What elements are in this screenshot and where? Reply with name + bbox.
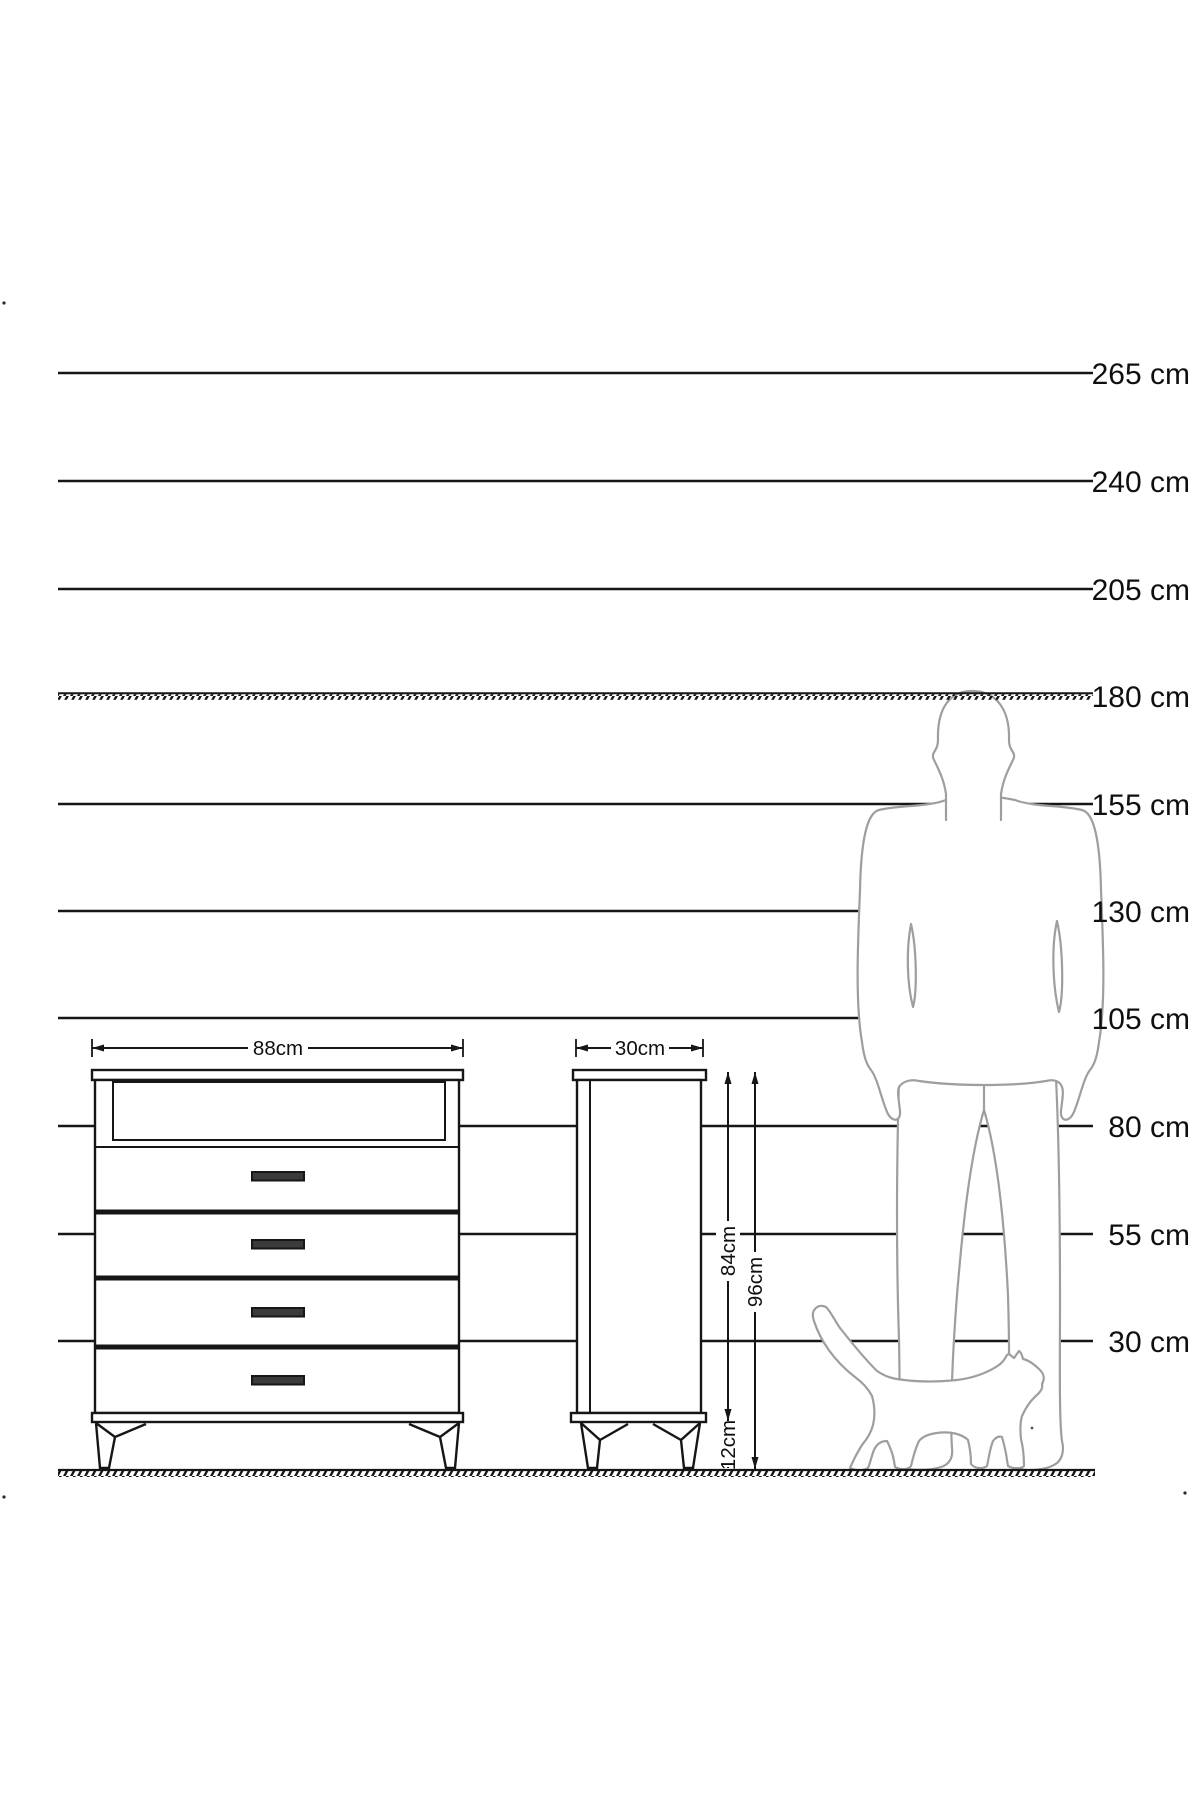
body-height-dimension (716, 1072, 740, 1421)
scale-label-130: 130 cm (1091, 896, 1190, 929)
side-view-cabinet (571, 1070, 706, 1468)
drawer-handle (252, 1308, 304, 1317)
side-right-leg (653, 1423, 700, 1468)
scale-label-205: 205 cm (1091, 574, 1190, 607)
scale-label-240: 240 cm (1091, 466, 1190, 499)
front-view-cabinet (92, 1070, 463, 1468)
side-top-panel (573, 1070, 706, 1080)
height-scale-labels (1092, 358, 1190, 1359)
man-silhouette (858, 691, 1104, 1470)
drawer-handle (252, 1240, 304, 1249)
front-left-leg (96, 1423, 146, 1468)
side-depth-dimension (576, 1036, 703, 1060)
side-body (577, 1080, 701, 1413)
drawer-handle (252, 1376, 304, 1385)
scale-label-105: 105 cm (1091, 1003, 1190, 1036)
front-width-dimension (92, 1036, 463, 1060)
front-top-panel (92, 1070, 463, 1080)
total-height-label: 96cm (744, 1256, 767, 1308)
side-depth-label: 30cm (614, 1037, 666, 1060)
front-width-label: 88cm (252, 1037, 304, 1060)
scale-label-155: 155 cm (1091, 789, 1190, 822)
scale-label-30: 30 cm (1108, 1326, 1190, 1359)
scale-line-hatch-band-180 (58, 694, 1093, 700)
ground-line-hatch-band (58, 1471, 1095, 1477)
side-left-leg (581, 1423, 628, 1468)
scale-label-265: 265 cm (1091, 358, 1190, 391)
front-base-panel (92, 1413, 463, 1422)
scale-label-55: 55 cm (1108, 1219, 1190, 1252)
drawer-handle (252, 1172, 304, 1181)
body-height-label: 84cm (717, 1225, 740, 1277)
side-base-panel (571, 1413, 706, 1422)
scale-label-80: 80 cm (1108, 1111, 1190, 1144)
leg-height-label: 12cm (717, 1419, 740, 1471)
total-height-dimension (743, 1072, 767, 1469)
man-coat (858, 796, 1104, 1119)
front-right-leg (409, 1423, 459, 1468)
scale-label-180: 180 cm (1091, 681, 1190, 714)
leg-height-dimension (717, 1420, 740, 1470)
